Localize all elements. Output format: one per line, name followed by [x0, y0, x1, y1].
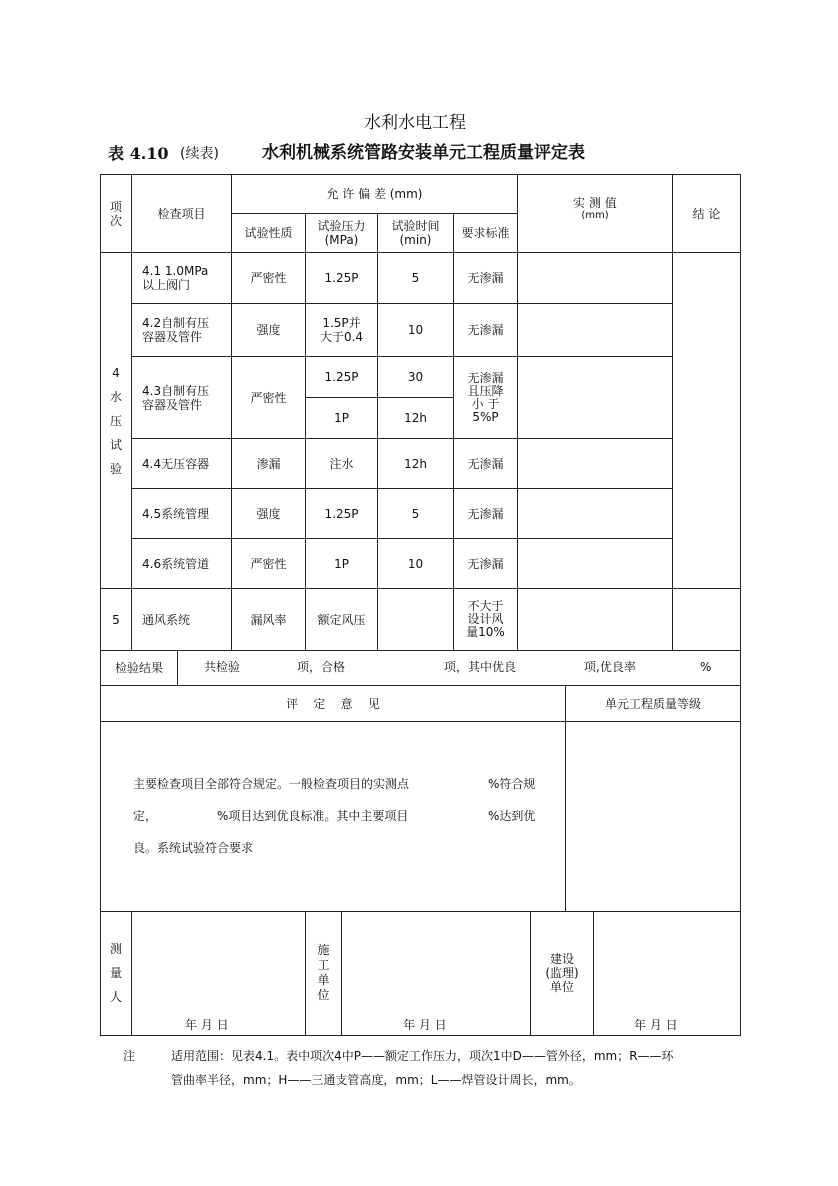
header-requirement: 要求标准: [461, 226, 510, 240]
row-4-3-pressure-b: 1P: [334, 411, 349, 425]
row-4-3-time-b: 12h: [404, 411, 427, 425]
assessment-line2-c: %达到优: [488, 809, 536, 823]
assessment-line2-a: 定，: [133, 809, 158, 823]
row-4-6-pressure: 1P: [334, 556, 349, 571]
assessment-grade-label: 单元工程质量等级: [604, 696, 701, 711]
row-4-3-standard: 无渗漏 且压降 小 于 5%P: [467, 370, 504, 424]
signature-surveyor-char: 量: [109, 966, 122, 980]
row-4-3-item: 4.3自制有压 容器及管件: [142, 383, 210, 412]
row-4-2-item: 4.2自制有压 容器及管件: [142, 316, 210, 344]
row-4-1-item: 4.1 1.0MPa 以上阀门: [142, 264, 209, 292]
result-total: 共检验: [204, 660, 241, 674]
signature-surveyor-label: [101, 935, 131, 1011]
group-4-label-char: 验: [109, 461, 122, 476]
row-4-2-pressure: 1.5P并 大于0.4: [319, 316, 364, 344]
signature-construction-char: 施: [317, 943, 330, 957]
result-label: 检验结果: [114, 661, 163, 675]
signature-construction-char: 单: [317, 973, 330, 987]
row-4-2-time: 10: [407, 323, 424, 337]
row-4-5-item: 4.5系统管理: [142, 506, 210, 521]
row-4-6-time: 10: [407, 556, 424, 571]
table-continued: (续表): [180, 146, 219, 162]
signature-surveyor-char: 人: [109, 990, 122, 1004]
assessment-opinion-label: 评 定 意 见: [286, 696, 380, 711]
row-5-no: 5: [112, 612, 120, 627]
signature-construction-char: 位: [317, 988, 330, 1002]
row-5-pressure: 额定风压: [317, 612, 366, 627]
row-4-3-pressure-a: 1.25P: [324, 370, 359, 384]
document-heading: 水利水电工程: [364, 113, 466, 133]
row-4-5-standard: 无渗漏: [467, 506, 504, 521]
row-4-2-property: 强度: [256, 323, 281, 337]
assessment-line1-b: %符合规: [488, 777, 536, 791]
group-4-label-char: 水: [109, 389, 122, 404]
table-title: 水利机械系统管路安装单元工程质量评定表: [262, 143, 585, 163]
row-4-3-time-a: 30: [407, 370, 424, 384]
row-4-6-property: 严密性: [250, 556, 287, 571]
header-tolerance: 允 许 偏 差 (mm): [326, 187, 423, 201]
header-measured-unit: (mm): [581, 210, 609, 221]
row-4-5-time: 5: [411, 506, 420, 521]
result-items-pass: 项，合格: [297, 660, 346, 674]
signature-owner-date: 年 月 日: [634, 1018, 678, 1032]
row-5-item: 通风系统: [142, 612, 191, 627]
signature-surveyor-char: 测: [109, 942, 122, 956]
group-4-label-char: 试: [109, 437, 122, 452]
header-test-pressure: 试验压力 (MPa): [317, 219, 366, 247]
row-4-4-pressure: 注水: [329, 456, 354, 471]
note-line1: 适用范围：见表4.1。表中项次4中P——额定工作压力，项次1中D——管外径，mm；R——环: [171, 1049, 674, 1063]
assessment-line3: 良。系统试验符合要求: [133, 841, 254, 855]
assessment-line1-a: 主要检查项目全部符合规定。一般检查项目的实测点: [133, 777, 410, 791]
row-4-1-property: 严密性: [250, 271, 287, 285]
row-4-4-property: 渗漏: [256, 456, 281, 471]
table-number: 表 4.10: [108, 144, 169, 163]
result-percent: %: [700, 660, 712, 674]
row-4-6-item: 4.6系统管道: [142, 556, 210, 571]
header-item-no: 项 次: [109, 199, 122, 228]
signature-construction-date: 年 月 日: [403, 1018, 447, 1032]
signature-surveyor-date: 年 月 日: [185, 1018, 229, 1032]
group-4-label-char: 4: [112, 365, 120, 380]
row-4-6-standard: 无渗漏: [467, 556, 504, 571]
header-measured: 实 测 值: [573, 196, 617, 210]
signature-construction-label: [306, 935, 341, 1011]
row-4-4-standard: 无渗漏: [467, 456, 504, 471]
result-excellent-rate: 项,优良率: [584, 660, 636, 674]
row-4-3-property: 严密性: [250, 390, 287, 405]
header-conclusion: 结 论: [692, 206, 721, 221]
note-label: 注: [123, 1049, 136, 1063]
row-4-5-pressure: 1.25P: [324, 506, 359, 521]
group-4-label: [101, 253, 131, 588]
row-4-1-time: 5: [411, 271, 420, 285]
row-4-1-standard: 无渗漏: [467, 271, 504, 285]
row-4-4-item: 4.4无压容器: [142, 456, 210, 471]
header-check-item: 检查项目: [157, 206, 206, 221]
row-5-property: 漏风率: [250, 612, 287, 627]
signature-construction-char: 工: [317, 958, 330, 972]
row-4-1-pressure: 1.25P: [324, 271, 359, 285]
row-5-standard: 不大于 设计风 量10%: [466, 599, 505, 639]
result-items-excellent: 项，其中优良: [444, 660, 517, 674]
row-4-2-standard: 无渗漏: [467, 323, 504, 337]
signature-owner-label: 建设 (监理) 单位: [545, 952, 579, 994]
row-4-5-property: 强度: [256, 506, 281, 521]
header-test-property: 试验性质: [244, 226, 293, 240]
header-test-time: 试验时间 (min): [391, 219, 440, 247]
row-4-4-time: 12h: [404, 456, 427, 471]
group-4-label-char: 压: [109, 413, 122, 428]
note-line2: 管曲率半径，mm；H——三通支管高度，mm；L——焊管设计周长，mm。: [171, 1073, 581, 1087]
assessment-line2-b: %项目达到优良标准。其中主要项目: [217, 809, 409, 823]
